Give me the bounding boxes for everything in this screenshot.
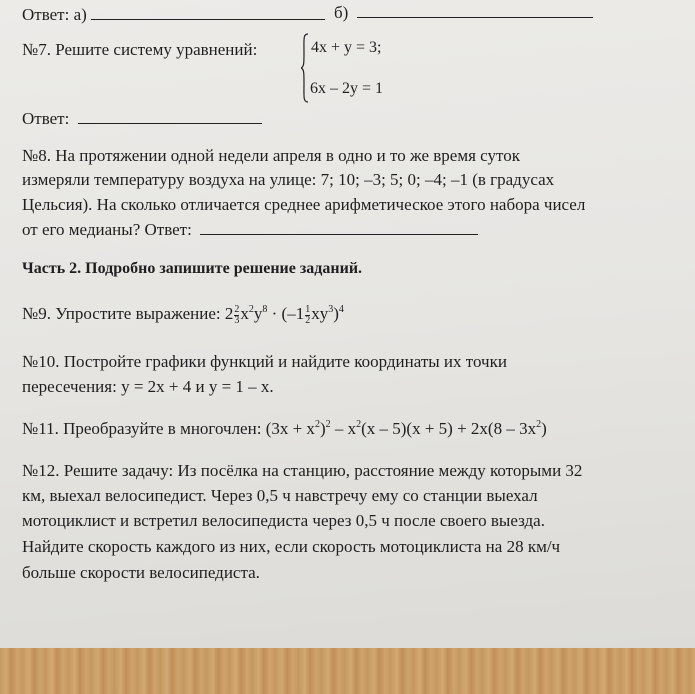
task9-close: ) <box>333 304 339 323</box>
task9-frac2-num: 1 <box>305 303 311 315</box>
task9-frac1-num: 2 <box>234 303 240 315</box>
task9-whole: 2 <box>224 304 234 323</box>
task9-x: x <box>240 304 249 323</box>
task9-x-exp: 2 <box>248 304 254 315</box>
task8-answer-blank <box>200 220 478 235</box>
answer-b-blank <box>357 3 593 18</box>
task8-answer-label: от его медианы? Ответ: <box>22 220 192 239</box>
task11-exp-2: 2 <box>325 419 331 430</box>
wooden-table-surface <box>0 648 695 694</box>
answer-a-label: Ответ: а) <box>22 5 87 24</box>
task11-expr-4: (x – 5)(x + 5) + 2x(8 – 3x <box>361 419 537 438</box>
task10-line-1: №10. Постройте графики функций и найдите координаты их точки <box>22 352 507 371</box>
task12-line-2: км, выехал велосипедист. Через 0,5 ч навстречу ему со станции выехал <box>22 486 538 505</box>
answer-row-top-b <box>334 3 593 23</box>
part2-heading: Часть 2. Подробно запишите решение заданий. <box>22 260 363 277</box>
task11-expr-1: (3x + x <box>265 419 315 438</box>
task9-frac1-den: 3 <box>234 314 240 326</box>
task9-frac2-den: 2 <box>305 314 311 326</box>
task7-answer-blank <box>78 109 262 124</box>
task8-line-2: измеряли температуру воздуха на улице: 7; 10; –3; 5; 0; –4; –1 (в градусах <box>22 170 555 189</box>
task10-line-2: пересечения: y = 2x + 4 и y = 1 – x. <box>22 377 274 396</box>
task7-label: №7. Решите систему уравнений: <box>22 40 258 59</box>
task9-outer-exp: 4 <box>338 304 344 315</box>
system-brace-icon <box>301 33 309 103</box>
task9-xy: xy <box>311 304 329 323</box>
task7-equation-1: 4x + y = 3; <box>311 39 382 56</box>
task9-fraction-1 <box>234 305 239 326</box>
task11-expr-2: ) <box>319 419 326 438</box>
task7-answer-label: Ответ: <box>22 109 70 128</box>
task12-line-1: №12. Решите задачу: Из посёлка на станцию, расстояние между которыми 32 <box>22 461 583 480</box>
task7-equation-2: 6x – 2y = 1 <box>310 80 384 97</box>
task11-expr-5: ) <box>541 419 547 438</box>
task9-fraction-2 <box>305 305 310 326</box>
task9-y-exp: 8 <box>262 304 268 315</box>
task9-row <box>22 304 344 326</box>
answer-b-label: б) <box>334 3 349 22</box>
task11-label: №11. Преобразуйте в многочлен: <box>22 419 262 438</box>
task11-exp-1: 2 <box>314 419 320 430</box>
task9-dot: · <box>271 304 278 323</box>
task11-row <box>22 419 547 439</box>
task12-line-3: мотоциклист и встретил велосипедиста через 0,5 ч после своего выезда. <box>22 511 545 530</box>
task11-expr-3: – x <box>330 419 357 438</box>
task12-line-5: больше скорости велосипедиста. <box>22 563 260 582</box>
answer-row-top <box>22 5 325 25</box>
task9-xy-exp: 3 <box>328 304 334 315</box>
task8-line-1: №8. На протяжении одной недели апреля в одно и то же время суток <box>22 146 520 165</box>
task8-line-3: Цельсия). На сколько отличается среднее арифметическое этого набора чисел <box>22 195 586 214</box>
task8-line-4 <box>22 220 478 240</box>
task11-exp-4: 2 <box>536 419 542 430</box>
task7-answer-row <box>22 109 262 129</box>
answer-a-blank <box>91 5 325 20</box>
task9-open: (–1 <box>281 304 305 323</box>
task11-exp-3: 2 <box>356 419 362 430</box>
task9-label: №9. Упростите выражение: <box>22 304 221 323</box>
task12-line-4: Найдите скорость каждого из них, если скорость мотоциклиста на 28 км/ч <box>22 537 561 556</box>
task9-y: y <box>253 304 263 323</box>
